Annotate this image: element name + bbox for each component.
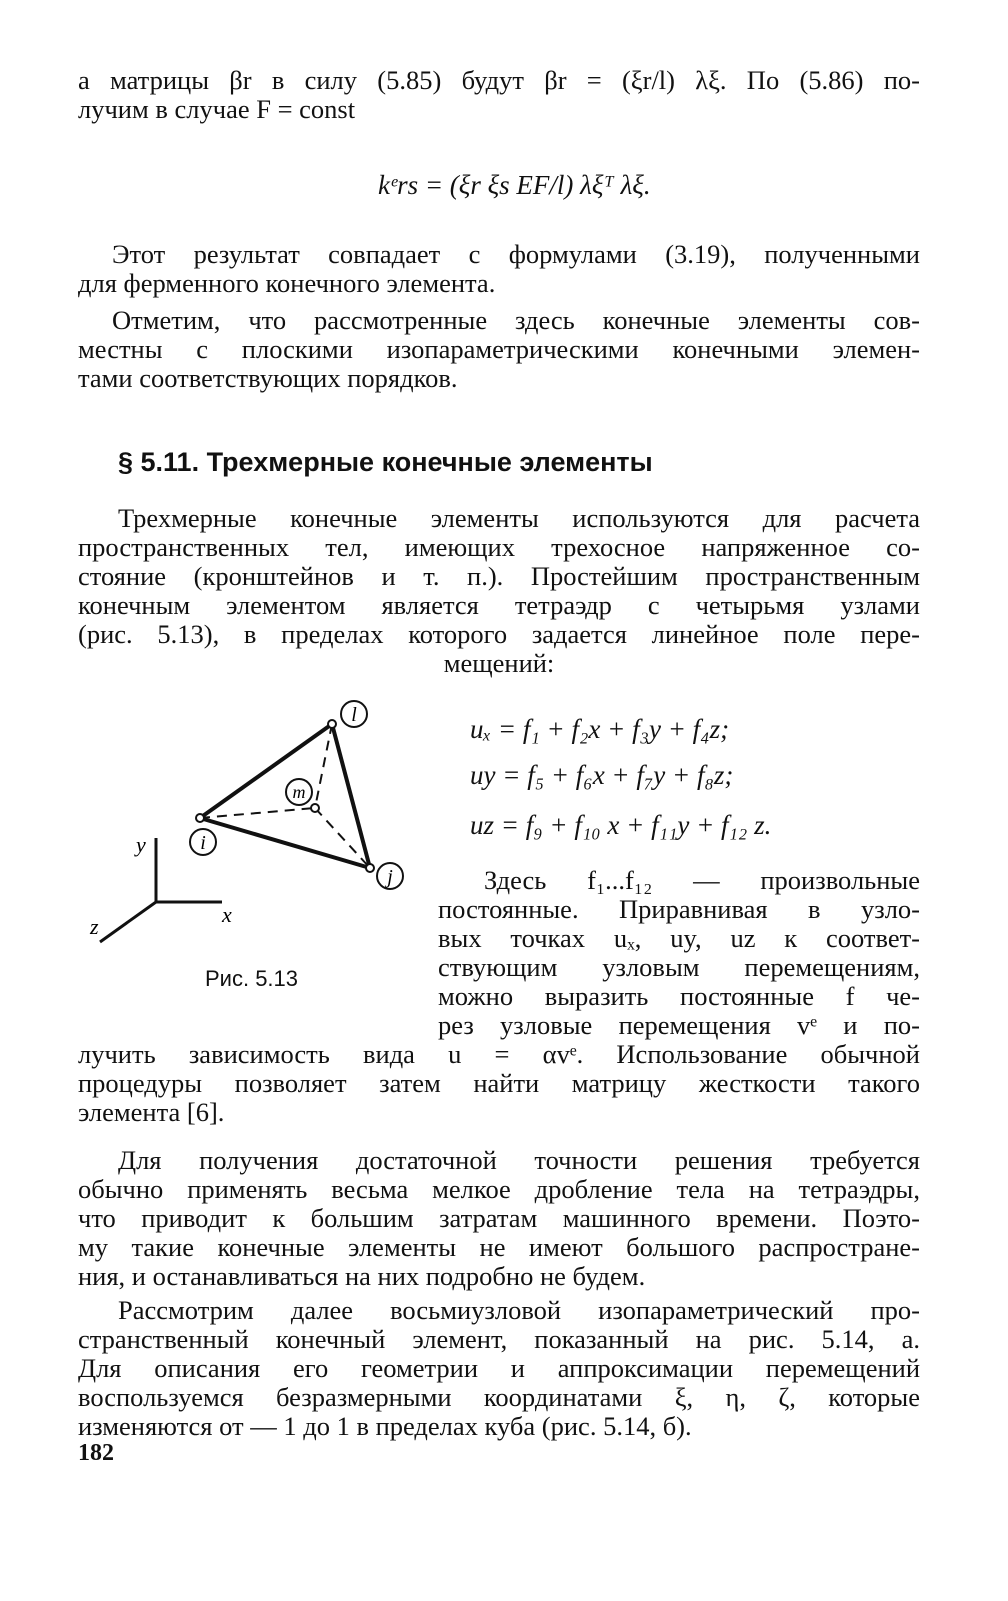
para6-line-1: Рассмотрим далее восьмиузловой изопараметрический про- xyxy=(118,1295,920,1325)
para5-line-1: Для получения достаточной точности решения требуется xyxy=(118,1145,920,1175)
para6-line-2: странственный конечный элемент, показанный на рис. 5.14, а. xyxy=(78,1324,920,1354)
figure-caption: Рис. 5.13 xyxy=(205,966,299,991)
intro-line-1: а матрицы βr в силу (5.85) будут βr = (ξr/l) λξ. По (5.86) по- xyxy=(78,65,920,95)
para1-line-2: для ферменного конечного элемента. xyxy=(78,268,496,298)
tetrahedron-figure xyxy=(70,690,430,970)
node-label-m: m xyxy=(292,782,306,802)
para5-line-4: му такие конечные элементы не имеют большого распростране- xyxy=(78,1232,920,1262)
intro-line-2: лучим в случае F = const xyxy=(78,94,356,124)
equation-uz: uz = f₉ + f₁₀ x + f₁₁y + f₁₂ z. xyxy=(470,810,772,840)
paragraph-note xyxy=(78,306,920,393)
para3-line-3: стояние (кронштейнов и т. п.). Простейшим пространственным xyxy=(78,561,920,591)
intro-paragraph xyxy=(78,66,920,124)
axis-z-label: z xyxy=(90,914,99,939)
para5-line-2: обычно применять весьма мелкое дробление тела на тетраэдры, xyxy=(78,1174,920,1204)
paragraph-eight-node xyxy=(78,1296,920,1441)
para1-line-1: Этот результат совпадает с формулами (3.19), полученными xyxy=(112,239,920,269)
para5-line-3: что приводит к большим затратам машинного времени. Поэто- xyxy=(78,1203,920,1233)
stiffness-formula: kᵉrs = (ξr ξs EF/l) λξᵀ λξ. xyxy=(378,170,651,200)
para4-line-6: рез узловые перемещения vᵉ и по- xyxy=(438,1010,920,1040)
para2-line-3: тами соответствующих порядков. xyxy=(78,363,458,393)
node-dot-j xyxy=(366,864,374,872)
node-label-j: j xyxy=(387,866,393,888)
para4-line-8: процедуры позволяет затем найти матрицу жесткости такого xyxy=(78,1068,920,1098)
node-dot-l xyxy=(328,720,336,728)
paragraph-accuracy xyxy=(78,1146,920,1291)
paragraph-constants-right xyxy=(438,866,920,1040)
para3-line-2: пространственных тел, имеющих трехосное напряженное со- xyxy=(78,532,920,562)
para3-line-6: мещений: xyxy=(443,648,555,678)
para6-line-5: изменяются от — 1 до 1 в пределах куба (рис. 5.14, б). xyxy=(78,1411,692,1441)
node-dot-m xyxy=(311,804,319,812)
edge-i-j xyxy=(200,818,370,868)
para2-line-2: местны с плоскими изопараметрическими конечными элемен- xyxy=(78,334,920,364)
node-label-l: l xyxy=(351,704,357,726)
section-heading: § 5.11. Трехмерные конечные элементы xyxy=(118,447,653,477)
para4-line-1: Здесь f₁...f₁₂ — произвольные xyxy=(484,865,920,895)
para3-line-4: конечным элементом является тетраэдр с четырьмя узлами xyxy=(78,590,920,620)
edge-i-m xyxy=(200,808,315,818)
para3-line-1: Трехмерные конечные элементы используются для расчета xyxy=(118,503,920,533)
paragraph-constants-full xyxy=(78,1040,920,1127)
paragraph-3d-elements xyxy=(78,504,920,678)
para5-line-5: ния, и останавливаться на них подробно не будем. xyxy=(78,1261,646,1291)
para4-line-4: ствующим узловым перемещениям, xyxy=(438,952,920,982)
axis-z-line xyxy=(100,902,156,942)
equation-uy: uy = f₅ + f₆x + f₇y + f₈z; xyxy=(470,760,734,790)
para4-line-9: элемента [6]. xyxy=(78,1097,225,1127)
para3-line-5: (рис. 5.13), в пределах которого задается линейное поле пере- xyxy=(78,619,920,649)
axis-x-label: x xyxy=(222,902,232,927)
paragraph-result xyxy=(78,240,920,298)
equation-ux: uₓ = f₁ + f₂x + f₃y + f₄z; xyxy=(470,714,730,744)
para6-line-4: воспользуемся безразмерными координатами ξ, η, ζ, которые xyxy=(78,1382,920,1412)
axis-y-label: y xyxy=(136,832,146,857)
node-label-i: i xyxy=(200,832,206,854)
para4-line-3: вых точках uₓ, uy, uz к соответ- xyxy=(438,923,920,953)
para4-line-7: лучить зависимость вида u = αvᵉ. Использование обычной xyxy=(78,1039,920,1069)
para4-line-2: постоянные. Приравнивая в узло- xyxy=(438,894,920,924)
para2-line-1: Отметим, что рассмотренные здесь конечные элементы сов- xyxy=(112,305,920,335)
page-number: 182 xyxy=(78,1440,114,1466)
para4-line-5: можно выразить постоянные f че- xyxy=(438,981,920,1011)
node-dot-i xyxy=(196,814,204,822)
para6-line-3: Для описания его геометрии и аппроксимации перемещений xyxy=(78,1353,920,1383)
